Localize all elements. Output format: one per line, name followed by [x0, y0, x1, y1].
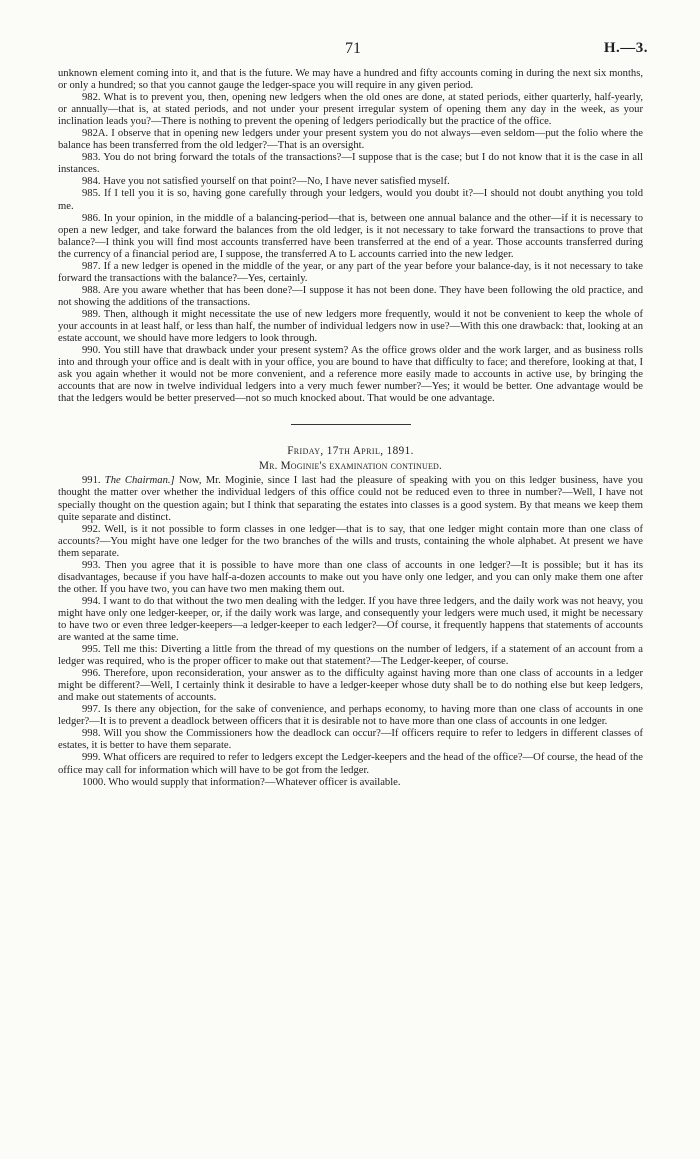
speaker-label: The Chairman.]: [104, 475, 175, 487]
paragraph-q984: 984. Have you not satisfied yourself on that point?—No, I have never satisfied myself.: [82, 176, 450, 188]
paragraph-q998: 998. Will you show the Commissioners how the deadlock can occur?—If officers require to refer to ledgers in different classes of estates, it is better to have them separate.: [58, 728, 643, 752]
paragraph-q986: 986. In your opinion, in the middle of a balancing-period—that is, between one annual balance and the other—if it is necessary to open a new ledger, and take forward the balances from the old ledger, is it not necessary to take forward the transactions to prove that balance?—I think you will find most accounts transferred have been transferred at the end of a year. Those accounts transferred during the currency of a financial period are, I suppose, the transferred A to L accounts carried into the new ledger.: [58, 212, 643, 260]
paragraph-q991: [58, 475, 643, 523]
paragraph-q996: 996. Therefore, upon reconsideration, your answer as to the difficulty against having more than one class of accounts in a ledger might be different?—Well, I certainly think it desirable to have a ledger-keeper whose duty shall be to do nothing else but keep ledgers, and make out statements of accounts.: [58, 668, 643, 704]
question-number: 991.: [82, 475, 101, 487]
paragraph-q992: 992. Well, is it not possible to form classes in one ledger—that is to say, that one ledger might contain more than one class of accounts?—You might have one ledger for the two branches of the wills and trusts, containing the whole alphabet. At present we have them separate.: [58, 523, 643, 559]
paragraph-q988: 988. Are you aware whether that has been done?—I suppose it has not been done. They have been following the old practice, and not showing the additions of the transactions.: [58, 284, 643, 308]
paragraph-q985: 985. If I tell you it is so, having gone carefully through your ledgers, would you doubt it?—I should not doubt anything you told me.: [58, 188, 643, 212]
paragraph-q990: 990. You still have that drawback under your present system? As the office grows older and the work larger, and as business rolls into and through your office and is dealt with in your office, you are bound to have that difficulty to face; and therefore, looking at that, I ask you again whether it would not be more convenient, and a reference more easily made to accounts in active use, by bringing the accounts that are now in twelve individual ledgers into a very much fewer number?—Yes; it would be better. One advantage would be that the ledgers would be better preserved—not so much knocked about. That would be one advantage.: [58, 345, 643, 405]
examination-heading: Mr. Moginie's examination continued.: [258, 460, 443, 473]
paragraph-q999: 999. What officers are required to refer to ledgers except the Ledger-keepers and the head of the office?—Of course, the head of the office may call for information which will have to be got from the ledger.: [58, 752, 643, 776]
paragraph-q993: 993. Then you agree that it is possible to have more than one class of accounts in one ledger?—It is possible; but it has its disadvantages, because if you have half-a-dozen accounts to make out you have only one ledger, and you can only make them one after the other. If you have two, you can have two men making them out.: [58, 559, 643, 595]
paragraph-q982a: 982A. I observe that in opening new ledgers under your present system you do not always—even seldom—put the folio where the balance has been transferred from the old ledger?—That is an oversight.: [58, 128, 643, 152]
paragraph-q987: 987. If a new ledger is opened in the middle of the year, or any part of the year before your balance-day, is it not necessary to take forward the transactions with the balance?—Yes, certainly.: [58, 260, 643, 284]
section-divider: [291, 424, 411, 425]
paragraph-q994: 994. I want to do that without the two men dealing with the ledger. If you have three ledgers, and the daily work was not heavy, you might have only one ledger-keeper, or, if the daily work was large, and consequently your ledgers were much used, it might be necessary to have two or even three ledger-keepers—a ledger-keeper to each ledger?—Of course, it frequently happens that statements of accounts are wanted at the same time.: [58, 595, 643, 644]
document-reference: H.—3.: [603, 40, 648, 56]
question-text: Now, Mr. Moginie, since I last had the pleasure of speaking with you on this ledger business, have you thought the matter over whether the individual ledgers of this office could not be reduced even to three in number?—Well, I have not specially thought on the question again; but I think that separating the estates into classes is a good system. By that means we keep them quite separate and distinct.: [58, 475, 644, 523]
paragraph-q1000: 1000. Who would supply that information?—Whatever officer is available.: [82, 776, 401, 788]
page-header: [58, 40, 648, 62]
paragraph-continued: unknown element coming into it, and that is the future. We may have a hundred and fifty accounts coming in during the next six months, or only a hundred; so that you cannot gauge the ledger-space you will require in any given period.: [58, 68, 643, 92]
page-body: [58, 68, 643, 789]
paragraph-q983: 983. You do not bring forward the totals of the transactions?—I suppose that is the case; but I do not know that it is the case in all instances.: [58, 152, 643, 176]
page-number: 71: [345, 40, 361, 57]
paragraph-q995: 995. Tell me this: Diverting a little from the thread of my questions on the number of ledgers, if a statement of an account from a ledger was required, who is the proper officer to make out that statement?—The Ledger-keeper, of course.: [58, 644, 643, 668]
session-date-heading: Friday, 17th April, 1891.: [287, 445, 414, 458]
paragraph-q982: 982. What is to prevent you, then, opening new ledgers when the old ones are done, at stated periods, either quarterly, half-yearly, or annually—that is, at stated periods, and not under your present irregular system of opening them any day in the week, as your inclination leads you?—There is nothing to prevent the opening of ledgers periodically but the practice of the office.: [58, 92, 643, 128]
paragraph-q989: 989. Then, although it might necessitate the use of new ledgers more frequently, would it not be convenient to keep the whole of your accounts in at least half, or less than half, the number of individual ledgers now in use?—With this one drawback: that, looking at an estate account, we should have more ledgers to look through.: [58, 308, 643, 345]
paragraph-q997: 997. Is there any objection, for the sake of convenience, and perhaps economy, to having more than one class of accounts in one ledger?—It is to prevent a deadlock between officers that it is desirable not to have more than one class of accounts in one ledger.: [58, 704, 643, 728]
